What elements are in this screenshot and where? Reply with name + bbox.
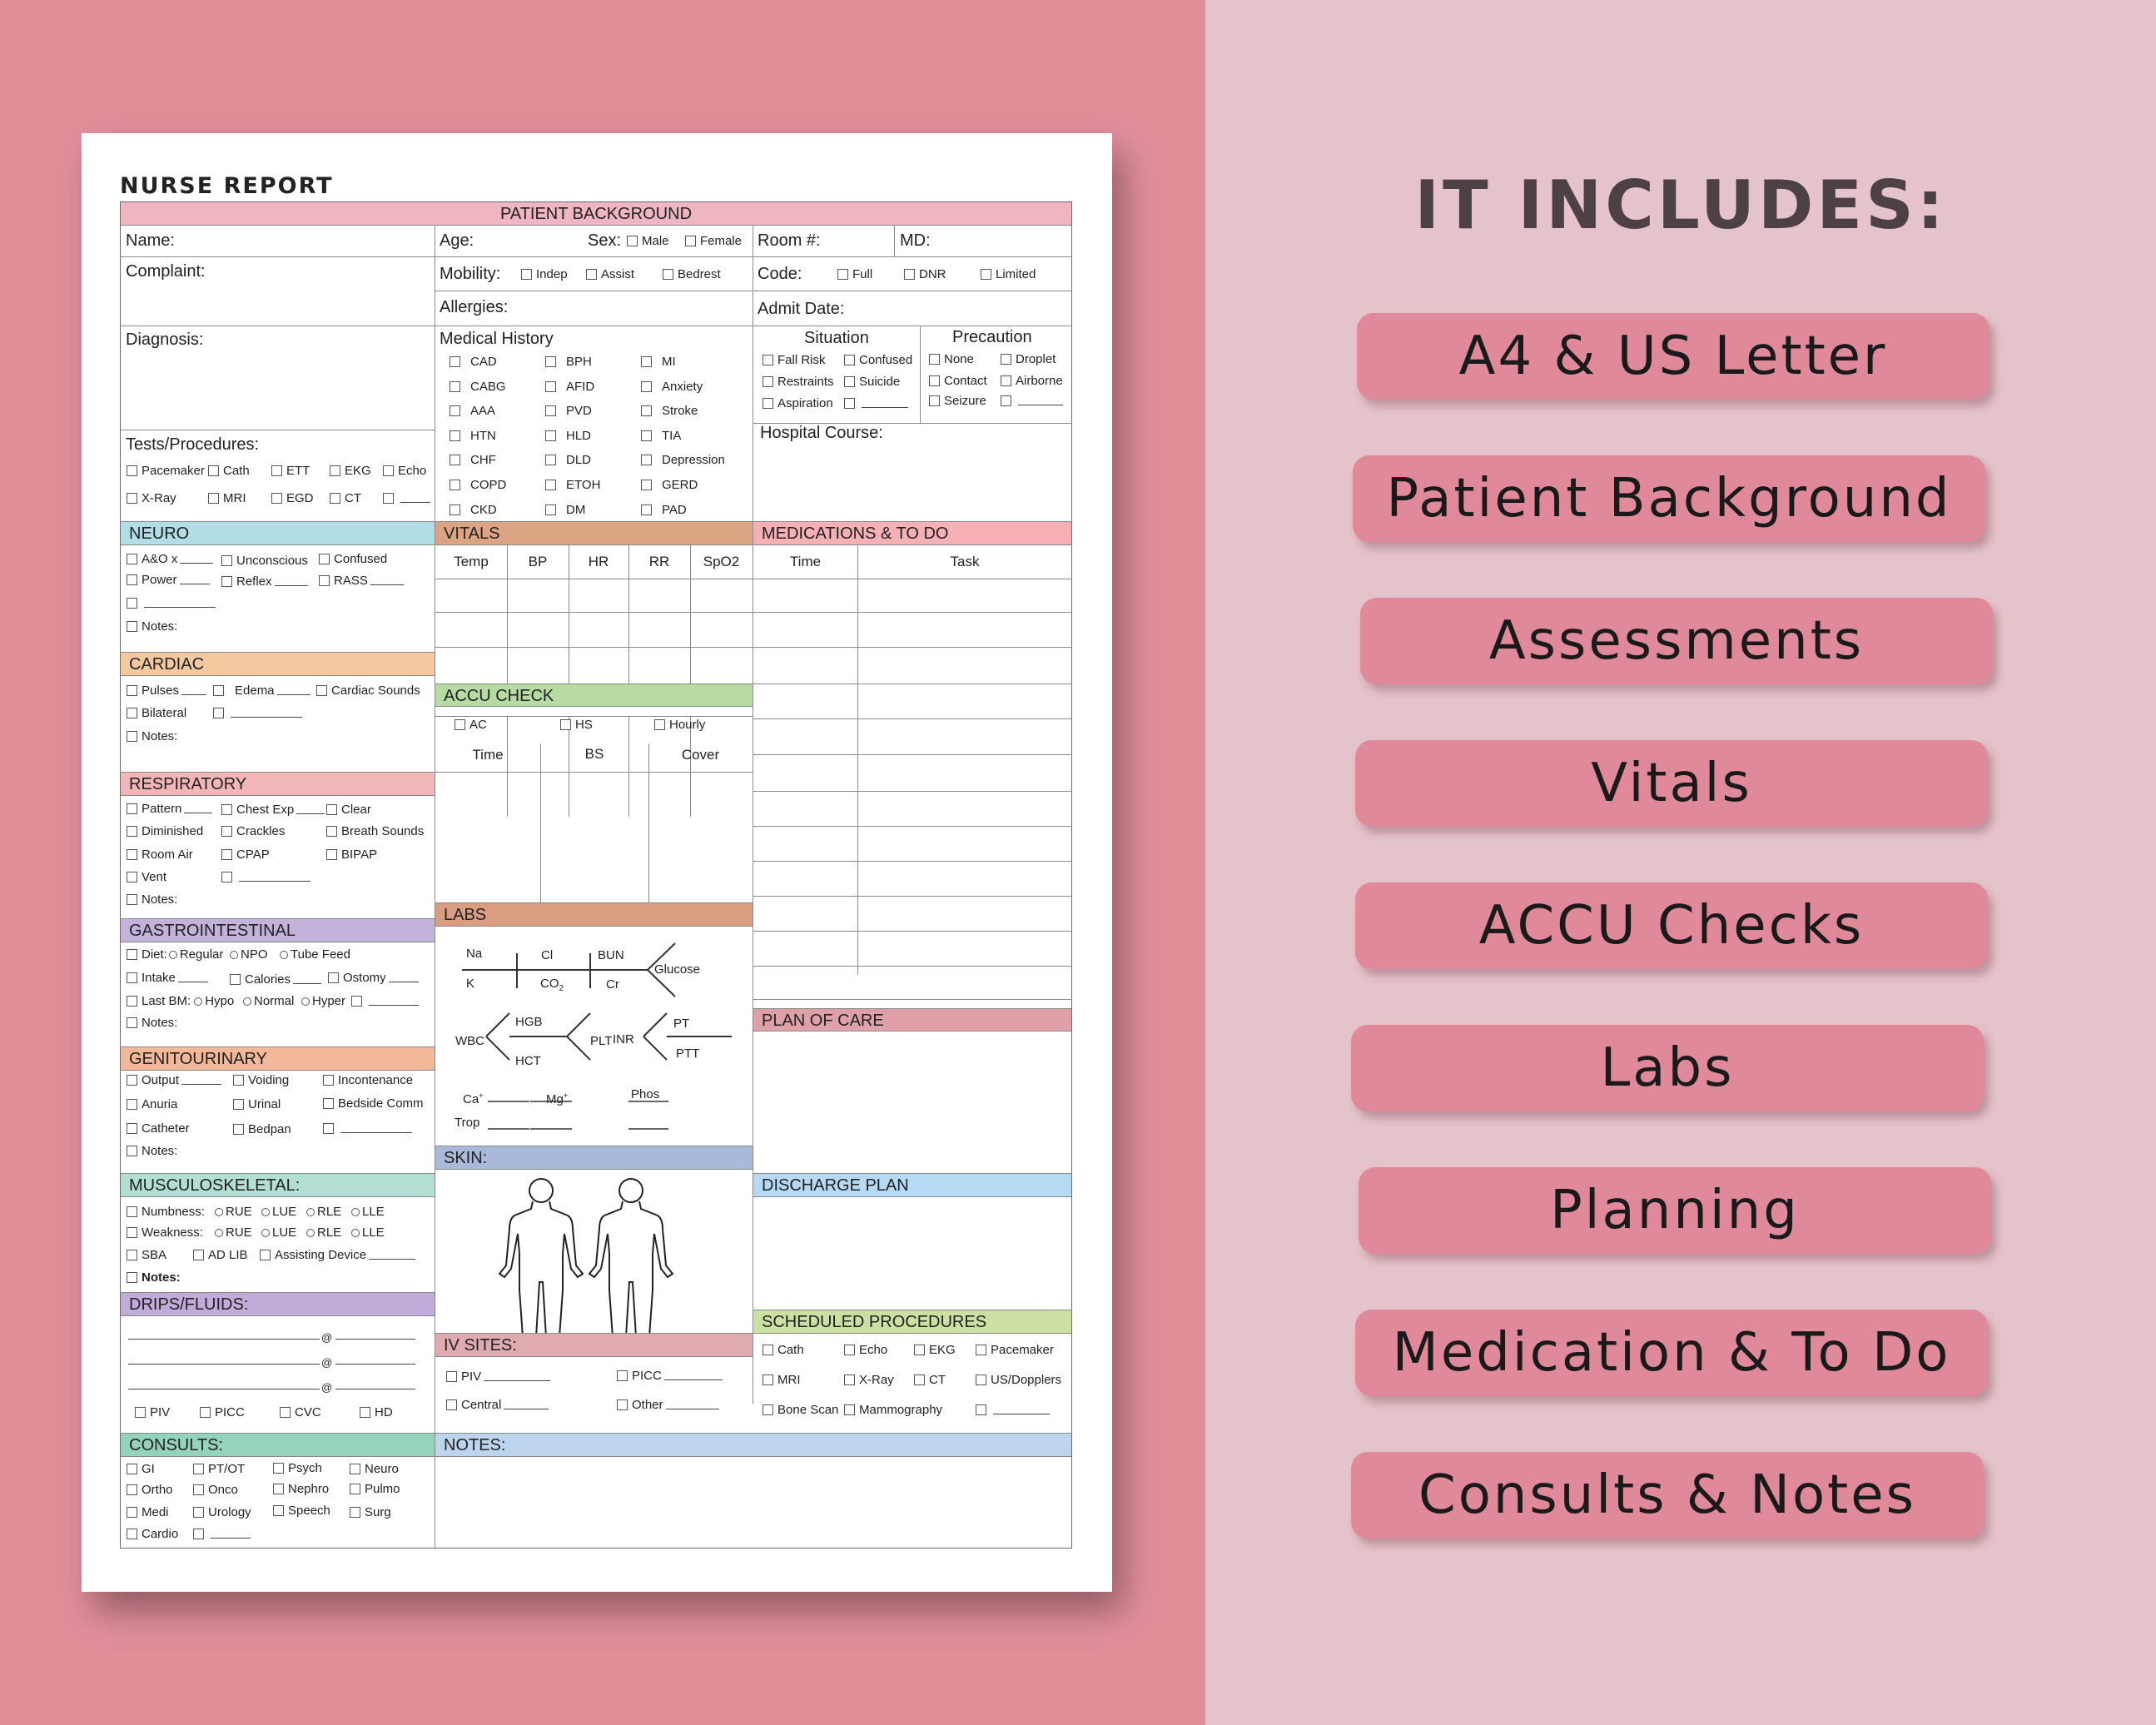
gu-other-checkbox[interactable]: [323, 1121, 412, 1136]
neuro-power-checkbox[interactable]: Power: [127, 573, 210, 588]
fall-risk-checkbox[interactable]: Fall Risk: [763, 353, 826, 368]
consult-urology-checkbox[interactable]: Urology: [193, 1505, 251, 1520]
mh-dld-checkbox[interactable]: DLD: [545, 453, 591, 468]
mobility-label: Mobility:: [440, 265, 501, 283]
sex-label: Sex:: [588, 231, 622, 250]
drip-picc-checkbox[interactable]: PICC: [200, 1405, 245, 1420]
drip-hd-checkbox[interactable]: HD: [360, 1405, 393, 1420]
age-label: Age:: [440, 231, 474, 250]
sched-ekg-checkbox[interactable]: EKG: [914, 1343, 956, 1358]
code-dnr-checkbox[interactable]: DNR: [904, 267, 946, 282]
hospital-course-label: Hospital Course:: [760, 424, 883, 442]
test-egd-checkbox[interactable]: EGD: [271, 491, 314, 506]
precaution-label: Precaution: [952, 328, 1032, 346]
gu-bedside-comm-checkbox[interactable]: Bedside Comm: [323, 1096, 424, 1111]
accu-ac-checkbox[interactable]: AC: [455, 718, 487, 733]
discharge-plan-header: DISCHARGE PLAN: [753, 1174, 1071, 1197]
drip-piv-checkbox[interactable]: PIV: [135, 1405, 170, 1420]
meds-row-line: [753, 791, 1072, 792]
feature-pill-vitals: Vitals: [1355, 740, 1988, 827]
consult-psych-checkbox[interactable]: Psych: [273, 1461, 322, 1476]
consult-pulmo-checkbox[interactable]: Pulmo: [350, 1482, 400, 1497]
test-mri-checkbox[interactable]: MRI: [208, 491, 246, 506]
prec-none-checkbox[interactable]: None: [929, 352, 974, 367]
gi-ostomy-checkbox[interactable]: Ostomy: [328, 971, 419, 986]
patient-background-header: PATIENT BACKGROUND: [121, 202, 1071, 226]
cardiac-bilateral-checkbox[interactable]: Bilateral: [127, 706, 186, 721]
mh-ckd-checkbox[interactable]: CKD: [450, 503, 497, 518]
genito-header: GENITOURINARY: [121, 1047, 435, 1071]
feature-pill-medication-todo: Medication & To Do: [1355, 1310, 1988, 1396]
gu-urinal-checkbox[interactable]: Urinal: [233, 1097, 281, 1112]
aspiration-checkbox[interactable]: Aspiration: [763, 396, 833, 411]
consult-other-checkbox[interactable]: [193, 1527, 251, 1542]
name-label: Name:: [126, 231, 175, 250]
meds-time-col: Time: [789, 554, 822, 569]
situation-other-checkbox[interactable]: [844, 396, 908, 411]
gi-last-bm-checkbox[interactable]: Last BM: Hypo: [127, 994, 234, 1009]
accu-hourly-checkbox[interactable]: Hourly: [654, 718, 705, 733]
drip-at-2: @: [321, 1356, 333, 1369]
musculo-header: MUSCULOSKELETAL:: [121, 1174, 435, 1197]
resp-other-checkbox[interactable]: [221, 870, 310, 885]
test-ekg-checkbox[interactable]: EKG: [330, 464, 371, 479]
consult-gi-checkbox[interactable]: GI: [127, 1462, 155, 1477]
gu-bedpan-checkbox[interactable]: Bedpan: [233, 1122, 291, 1137]
accu-cover-col: Cover: [681, 747, 720, 763]
cardiac-notes[interactable]: Notes:: [127, 729, 177, 744]
test-cath-checkbox[interactable]: Cath: [208, 464, 250, 479]
code-label: Code:: [758, 265, 802, 283]
gi-notes[interactable]: Notes:: [127, 1016, 177, 1031]
cardiac-other-checkbox[interactable]: [213, 706, 302, 721]
mobility-indep-checkbox[interactable]: Indep: [521, 267, 568, 282]
neuro-unconscious-checkbox[interactable]: Unconscious: [221, 554, 308, 569]
lab-cr: Cr: [606, 977, 619, 992]
meds-row-line: [753, 999, 1072, 1000]
mobility-bedrest-checkbox[interactable]: Bedrest: [663, 267, 721, 282]
msk-weakness-lle-radio[interactable]: LLE: [351, 1225, 385, 1240]
lab-na: Na: [466, 947, 483, 961]
test-echo-checkbox[interactable]: Echo: [383, 464, 426, 479]
lab-glucose: Glucose: [654, 962, 701, 977]
cardiac-edema-checkbox[interactable]: Edema: [213, 684, 310, 698]
lab-mg: Mg+: [546, 1091, 569, 1106]
msk-weakness-rue-radio[interactable]: RUE: [215, 1225, 252, 1240]
respiratory-header: RESPIRATORY: [121, 773, 435, 796]
resp-vent-checkbox[interactable]: Vent: [127, 870, 166, 885]
drip-at-1: @: [321, 1331, 333, 1344]
gi-normal-radio[interactable]: Normal: [243, 994, 294, 1009]
gu-voiding-checkbox[interactable]: Voiding: [233, 1073, 289, 1088]
meds-row-line: [753, 861, 1072, 862]
lab-pt: PT: [673, 1017, 690, 1031]
mh-anxiety-checkbox[interactable]: Anxiety: [641, 380, 703, 395]
body-front-figure: [499, 1179, 583, 1337]
neuro-other-checkbox[interactable]: [127, 596, 216, 611]
test-ett-checkbox[interactable]: ETT: [271, 464, 310, 479]
iv-picc-checkbox[interactable]: PICC: [617, 1369, 723, 1384]
msk-weakness-checkbox[interactable]: Weakness:: [127, 1225, 203, 1240]
sched-xray-checkbox[interactable]: X-Ray: [844, 1373, 894, 1388]
lab-bun: BUN: [598, 948, 624, 962]
drip-cvc-checkbox[interactable]: CVC: [280, 1405, 321, 1420]
test-other-checkbox[interactable]: [383, 491, 430, 506]
lab-co2: $CO_2$: [540, 977, 564, 993]
lab-ca: Ca+: [463, 1091, 484, 1106]
meds-row-line: [753, 931, 1072, 932]
prec-seizure-checkbox[interactable]: Seizure: [929, 394, 986, 409]
vitals-bp-col: BP: [528, 554, 548, 569]
sched-cath-checkbox[interactable]: Cath: [763, 1343, 804, 1358]
consult-nephro-checkbox[interactable]: Nephro: [273, 1482, 329, 1497]
lab-plt: PLT: [590, 1034, 613, 1048]
mh-pvd-checkbox[interactable]: PVD: [545, 404, 592, 419]
feature-pill-assessments: Assessments: [1360, 598, 1993, 684]
consult-medi-checkbox[interactable]: Medi: [127, 1505, 169, 1520]
consult-cardio-checkbox[interactable]: Cardio: [127, 1527, 178, 1542]
meds-task-col: Task: [950, 554, 980, 569]
gu-incontenance-checkbox[interactable]: Incontenance: [323, 1073, 413, 1088]
gu-catheter-checkbox[interactable]: Catheter: [127, 1121, 190, 1136]
prec-airborne-checkbox[interactable]: Airborne: [1001, 374, 1063, 389]
feature-pill-consults-notes: Consults & Notes: [1351, 1452, 1984, 1539]
msk-numbness-checkbox[interactable]: Numbness:: [127, 1205, 205, 1220]
gu-anuria-checkbox[interactable]: Anuria: [127, 1097, 177, 1112]
mobility-assist-checkbox[interactable]: Assist: [586, 267, 634, 282]
allergies-label: Allergies:: [440, 298, 509, 316]
sched-pacemaker-checkbox[interactable]: Pacemaker: [976, 1343, 1054, 1358]
body-outline-diagram: [489, 1174, 689, 1340]
mh-dm-checkbox[interactable]: DM: [545, 503, 585, 518]
cardiac-pulses-checkbox[interactable]: Pulses: [127, 684, 206, 698]
msk-numbness-rle-radio[interactable]: RLE: [306, 1205, 341, 1220]
mh-stroke-checkbox[interactable]: Stroke: [641, 404, 698, 419]
feature-pill-a4-us-letter: A4 & US Letter: [1357, 313, 1990, 400]
meds-row-line: [753, 754, 1072, 755]
sched-ct-checkbox[interactable]: CT: [914, 1373, 946, 1388]
complaint-label: Complaint:: [126, 262, 206, 281]
mh-copd-checkbox[interactable]: COPD: [450, 478, 506, 493]
msk-numbness-lle-radio[interactable]: LLE: [351, 1205, 385, 1220]
test-pacemaker-checkbox[interactable]: Pacemaker: [127, 464, 205, 479]
consult-surg-checkbox[interactable]: Surg: [350, 1505, 391, 1520]
gi-calories-checkbox[interactable]: Calories: [230, 972, 321, 987]
mh-chf-checkbox[interactable]: CHF: [450, 453, 496, 468]
sched-echo-checkbox[interactable]: Echo: [844, 1343, 887, 1358]
lab-phos: Phos: [631, 1087, 660, 1101]
msk-weakness-rle-radio[interactable]: RLE: [306, 1225, 341, 1240]
nurse-report-sheet: [82, 133, 1112, 1592]
meds-row-line: [753, 718, 1072, 719]
test-ct-checkbox[interactable]: CT: [330, 491, 361, 506]
lab-inr: INR: [613, 1032, 634, 1046]
meds-row-line: [753, 826, 1072, 827]
consult-speech-checkbox[interactable]: Speech: [273, 1504, 330, 1519]
msk-notes[interactable]: Notes:: [127, 1270, 181, 1285]
msk-weakness-lue-radio[interactable]: LUE: [261, 1225, 296, 1240]
meds-row-line: [753, 966, 1072, 967]
md-label: MD:: [900, 231, 931, 250]
confused-checkbox[interactable]: Confused: [844, 353, 912, 368]
feature-pill-planning: Planning: [1359, 1167, 1991, 1254]
mh-mi-checkbox[interactable]: MI: [641, 355, 676, 370]
neuro-rass-checkbox[interactable]: RASS: [319, 574, 404, 589]
consult-onco-checkbox[interactable]: Onco: [193, 1483, 238, 1498]
iv-sites-header: IV SITES:: [435, 1334, 753, 1357]
neuro-confused-checkbox[interactable]: Confused: [319, 552, 387, 567]
resp-diminished-checkbox[interactable]: Diminished: [127, 824, 203, 839]
code-full-checkbox[interactable]: Full: [837, 267, 872, 282]
resp-room-air-checkbox[interactable]: Room Air: [127, 848, 193, 862]
msk-assisting-device-checkbox[interactable]: Assisting Device: [260, 1248, 415, 1263]
resp-crackles-checkbox[interactable]: Crackles: [221, 824, 285, 839]
gi-intake-checkbox[interactable]: Intake: [127, 971, 208, 986]
notes-header: NOTES:: [435, 1434, 1071, 1457]
iv-other-checkbox[interactable]: Other: [617, 1398, 719, 1413]
lab-hct: HCT: [515, 1054, 541, 1068]
vitals-temp-col: Temp: [454, 554, 489, 569]
meds-row-line: [753, 612, 1072, 613]
mh-cad-checkbox[interactable]: CAD: [450, 355, 497, 370]
accu-hs-checkbox[interactable]: HS: [560, 718, 593, 733]
lab-cl: Cl: [541, 948, 554, 962]
accu-header: ACCU CHECK: [435, 684, 753, 707]
consult-ortho-checkbox[interactable]: Ortho: [127, 1483, 173, 1498]
suicide-checkbox[interactable]: Suicide: [844, 375, 900, 390]
drips-header: DRIPS/FLUIDS:: [121, 1293, 435, 1316]
labs-header: LABS: [435, 903, 753, 927]
cardiac-header: CARDIAC: [121, 653, 435, 676]
msk-adlib-checkbox[interactable]: AD LIB: [193, 1248, 248, 1263]
sched-bone-scan-checkbox[interactable]: Bone Scan: [763, 1403, 838, 1418]
sex-male-checkbox[interactable]: Male: [627, 234, 669, 249]
mh-depression-checkbox[interactable]: Depression: [641, 453, 725, 468]
meds-row-line: [753, 647, 1072, 648]
prec-contact-checkbox[interactable]: Contact: [929, 374, 987, 389]
mh-gerd-checkbox[interactable]: GERD: [641, 478, 698, 493]
lab-hgb: HGB: [515, 1015, 543, 1029]
msk-numbness-rue-radio[interactable]: RUE: [215, 1205, 252, 1220]
lab-wbc: WBC: [455, 1034, 484, 1048]
vitals-header: VITALS: [435, 522, 753, 545]
mh-cabg-checkbox[interactable]: CABG: [450, 380, 506, 395]
gu-notes[interactable]: Notes:: [127, 1144, 177, 1159]
situation-label: Situation: [804, 329, 869, 347]
drip-at-3: @: [321, 1381, 333, 1394]
resp-chest-checkbox[interactable]: Chest Exp: [221, 803, 325, 818]
gi-diet-checkbox[interactable]: Diet: Regular: [127, 947, 223, 962]
mh-tia-checkbox[interactable]: TIA: [641, 429, 681, 444]
resp-clear-checkbox[interactable]: Clear: [326, 803, 371, 818]
gi-tube-feed-radio[interactable]: Tube Feed: [280, 947, 350, 962]
test-xray-checkbox[interactable]: X-Ray: [127, 491, 176, 506]
plan-of-care-header: PLAN OF CARE: [753, 1008, 1071, 1032]
skin-header: SKIN:: [435, 1146, 753, 1170]
gi-npo-radio[interactable]: NPO: [230, 947, 268, 962]
feature-pill-labs: Labs: [1351, 1025, 1984, 1111]
lab-ptt: PTT: [676, 1046, 700, 1061]
mh-etoh-checkbox[interactable]: ETOH: [545, 478, 600, 493]
vitals-spo2-col: SpO2: [703, 554, 740, 569]
sex-female-checkbox[interactable]: Female: [685, 234, 742, 249]
medical-history-label: Medical History: [440, 330, 554, 348]
sched-mri-checkbox[interactable]: MRI: [763, 1373, 801, 1388]
mh-afid-checkbox[interactable]: AFID: [545, 380, 594, 395]
cardiac-sounds-checkbox[interactable]: Cardiac Sounds: [316, 684, 420, 698]
consults-header: CONSULTS:: [121, 1434, 435, 1457]
neuro-notes[interactable]: Notes:: [127, 619, 177, 634]
vitals-hr-col: HR: [588, 554, 609, 569]
gi-hyper-radio[interactable]: Hyper: [301, 994, 345, 1009]
admit-date-label: Admit Date:: [758, 300, 845, 318]
mh-htn-checkbox[interactable]: HTN: [450, 429, 496, 444]
prec-other-checkbox[interactable]: [1001, 394, 1063, 409]
mh-hld-checkbox[interactable]: HLD: [545, 429, 591, 444]
lab-k: K: [466, 977, 475, 991]
lab-trop: Trop: [455, 1116, 480, 1130]
mh-pad-checkbox[interactable]: PAD: [641, 503, 687, 518]
iv-piv-checkbox[interactable]: PIV: [446, 1370, 550, 1384]
feature-pill-accu-checks: ACCU Checks: [1355, 882, 1988, 969]
resp-pattern-checkbox[interactable]: Pattern: [127, 802, 212, 817]
consult-ptot-checkbox[interactable]: PT/OT: [193, 1462, 245, 1477]
mh-bph-checkbox[interactable]: BPH: [545, 355, 592, 370]
gastro-header: GASTROINTESTINAL: [121, 919, 435, 942]
neuro-reflex-checkbox[interactable]: Reflex: [221, 574, 308, 589]
feature-pill-patient-background: Patient Background: [1353, 455, 1985, 542]
iv-central-checkbox[interactable]: Central: [446, 1398, 549, 1413]
neuro-header: NEURO: [121, 522, 435, 545]
prec-droplet-checkbox[interactable]: Droplet: [1001, 352, 1056, 367]
accu-bs-col: BS: [584, 746, 604, 762]
resp-bipap-checkbox[interactable]: BIPAP: [326, 848, 377, 862]
resp-breath-sounds-checkbox[interactable]: Breath Sounds: [326, 824, 424, 839]
meds-header: MEDICATIONS & TO DO: [753, 522, 1071, 545]
mh-aaa-checkbox[interactable]: AAA: [450, 404, 495, 419]
code-limited-checkbox[interactable]: Limited: [981, 267, 1036, 282]
resp-notes[interactable]: Notes:: [127, 892, 177, 907]
sched-other-checkbox[interactable]: [976, 1403, 1050, 1418]
body-back-figure: [589, 1179, 673, 1337]
scheduled-header: SCHEDULED PROCEDURES: [753, 1310, 1071, 1334]
sched-mammography-checkbox[interactable]: Mammography: [844, 1403, 942, 1418]
restraints-checkbox[interactable]: Restraints: [763, 375, 834, 390]
msk-numbness-lue-radio[interactable]: LUE: [261, 1205, 296, 1220]
neuro-ao-checkbox[interactable]: A&O x: [127, 552, 213, 567]
gi-other-checkbox[interactable]: [351, 994, 419, 1009]
accu-time-col: Time: [472, 747, 504, 763]
tests-label: Tests/Procedures:: [126, 435, 260, 454]
page-title: NURSE REPORT: [120, 173, 334, 199]
sched-usdopplers-checkbox[interactable]: US/Dopplers: [976, 1373, 1061, 1388]
room-label: Room #:: [758, 231, 821, 250]
msk-sba-checkbox[interactable]: SBA: [127, 1248, 166, 1263]
consult-neuro-checkbox[interactable]: Neuro: [350, 1462, 399, 1477]
includes-heading: IT INCLUDES:: [1414, 167, 1947, 244]
gu-output-checkbox[interactable]: Output: [127, 1073, 221, 1088]
vitals-rr-col: RR: [648, 554, 670, 569]
resp-cpap-checkbox[interactable]: CPAP: [221, 848, 270, 862]
diagnosis-label: Diagnosis:: [126, 331, 204, 349]
meds-row-line: [753, 896, 1072, 897]
